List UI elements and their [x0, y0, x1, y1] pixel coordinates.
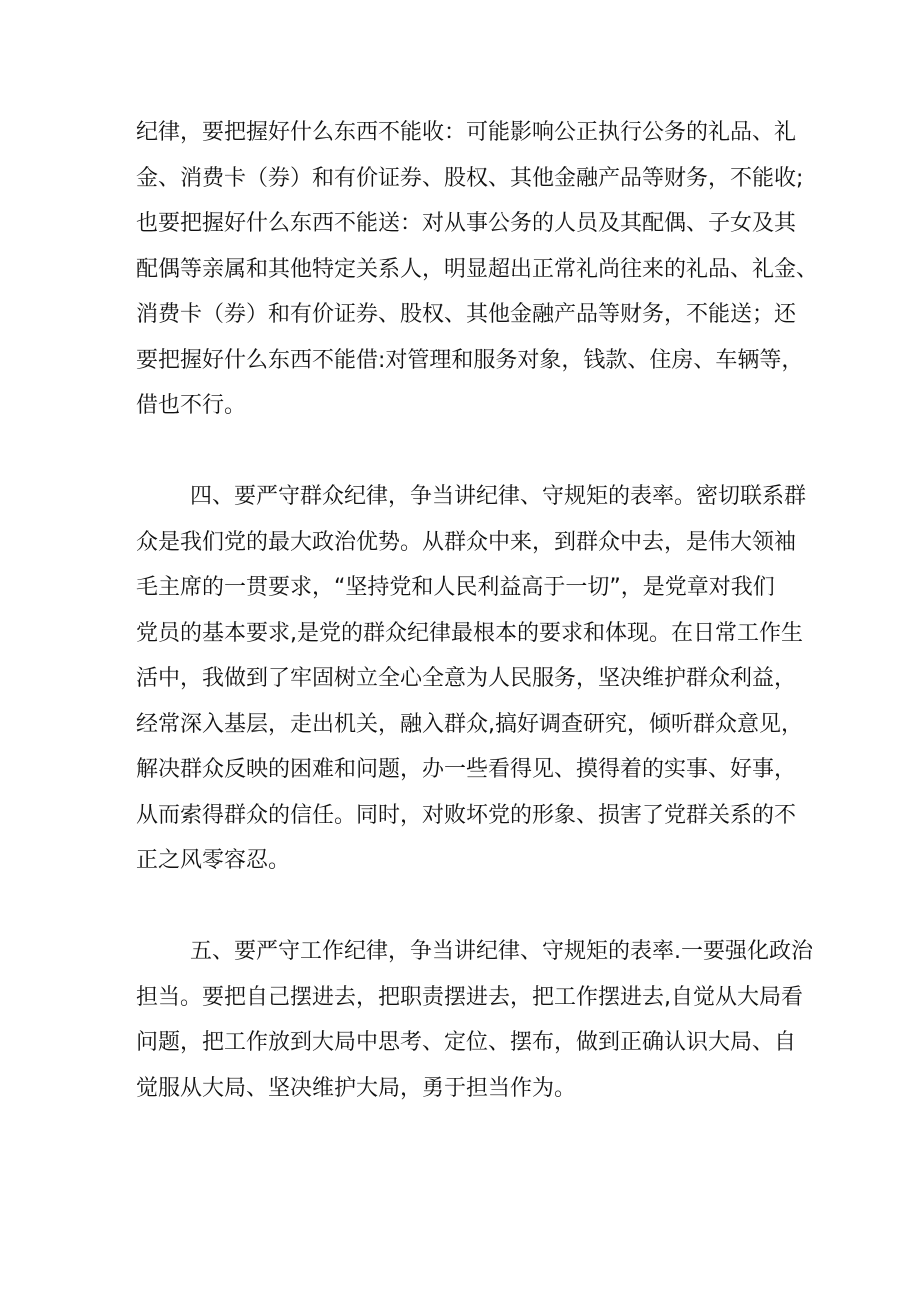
text-line: 经常深入基层，走出机关，融入群众,搞好调查研究，倾听群众意见，	[136, 711, 803, 737]
text-line: 党员的基本要求,是党的群众纪律最根本的要求和体现。在日常工作生	[136, 620, 803, 646]
text-line: 要把握好什么东西不能借:对管理和服务对象，钱款、住房、车辆等，	[136, 347, 804, 373]
text-line: 配偶等亲属和其他特定关系人，明显超出正常礼尚往来的礼品、礼金、	[136, 256, 819, 282]
paragraph-gap	[136, 434, 786, 480]
text-line: 借也不行。	[136, 393, 247, 418]
text-line: 纪律，要把握好什么东西不能收：可能影响公正执行公务的礼品、礼	[136, 120, 797, 145]
document-page	[136, 115, 819, 1116]
text-line: 活中，我做到了牢固树立全心全意为人民服务，坚决维护群众利益，	[136, 666, 797, 691]
text-line: 担当。要把自己摆进去，把职责摆进去，把工作摆进去,自觉从大局看	[136, 984, 803, 1010]
text-line: 正之风零容忍。	[136, 848, 291, 873]
text-line: 毛主席的一贯要求，“坚持党和人民利益高于一切”，是党章对我们	[136, 575, 775, 600]
text-line: 觉服从大局、坚决维护大局，勇于担当作为。	[136, 1075, 577, 1101]
paragraph-four	[136, 479, 807, 889]
paragraph-continued	[136, 115, 819, 434]
text-line: 消费卡（券）和有价证券、股权、其他金融产品等财务，不能送；还	[136, 302, 797, 327]
text-line: 四、要严守群众纪律，争当讲纪律、守规矩的表率。密切联系群	[190, 484, 807, 509]
text-line: 五、要严守工作纪律，争当讲纪律、守规矩的表率.一要强化政治	[190, 939, 813, 964]
text-line: 从而索得群众的信任。同时，对败坏党的形象、损害了党群关系的不	[136, 802, 797, 828]
text-line: 也要把握好什么东西不能送：对从事公务的人员及其配偶、子女及其	[136, 211, 797, 236]
text-line: 金、消费卡（券）和有价证券、股权、其他金融产品等财务，不能收;	[136, 165, 804, 191]
paragraph-gap	[136, 889, 786, 935]
text-line: 解决群众反映的困难和问题，办一些看得见、摸得着的实事、好事，	[136, 757, 797, 782]
paragraph-five	[136, 934, 813, 1116]
text-line: 众是我们党的最大政治优势。从群众中来，到群众中去，是伟大领袖	[136, 529, 797, 555]
text-line: 问题，把工作放到大局中思考、定位、摆布，做到正确认识大局、自	[136, 1030, 797, 1055]
